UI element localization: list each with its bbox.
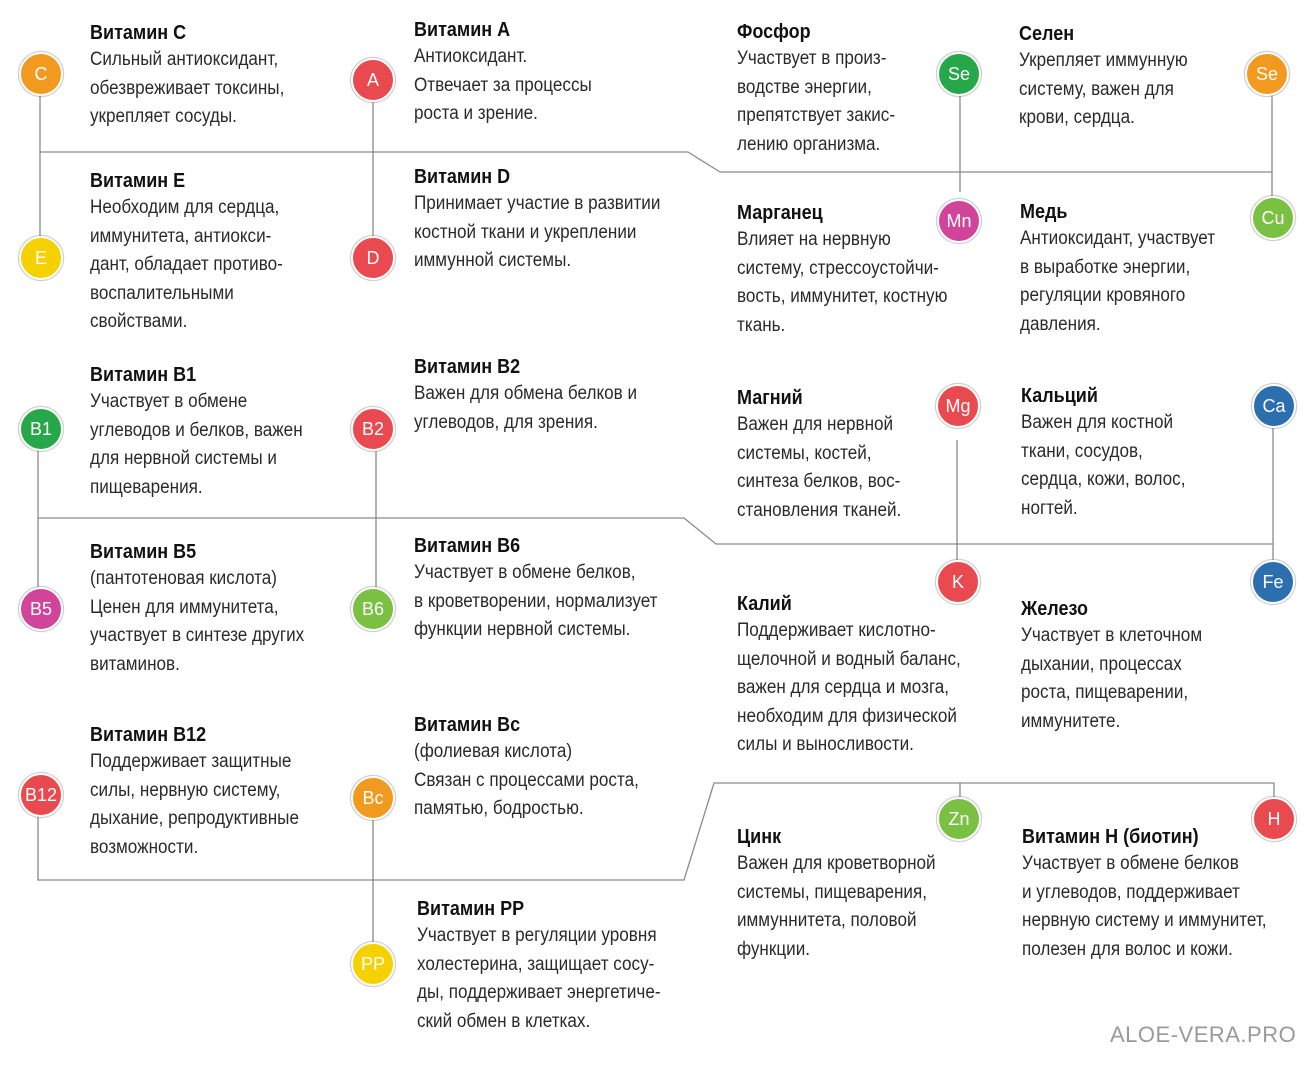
badge-a: A bbox=[351, 58, 395, 102]
entry-description: Важен для обмена белков и углеводов, для зрения. bbox=[414, 383, 638, 433]
badge-se-phosphorus: Se bbox=[937, 52, 981, 96]
entry-vitamin-h bbox=[1022, 825, 1316, 964]
entry-title: Марганец bbox=[737, 202, 823, 224]
entry-title: Кальций bbox=[1021, 385, 1098, 407]
entry-vitamin-d bbox=[414, 165, 734, 276]
entry-title: Витамин D bbox=[414, 166, 511, 188]
entry-description: Участвует в клеточном дыхании, процессах роста, пищеварении, иммунитете. bbox=[1021, 625, 1203, 732]
entry-title: Калий bbox=[737, 593, 792, 615]
entry-iron bbox=[1021, 597, 1301, 736]
entry-vitamin-bc bbox=[414, 713, 694, 824]
badge-h: H bbox=[1252, 797, 1296, 841]
entry-description: Важен для костной ткани, сосудов, сердца, кожи, волос, ногтей. bbox=[1021, 412, 1186, 519]
entry-zinc bbox=[737, 825, 1017, 964]
badge-b2: B2 bbox=[351, 407, 395, 451]
badge-b1: B1 bbox=[19, 407, 63, 451]
entry-description: (фолиевая кислота) Связан с процессами роста, памятью, бодростью. bbox=[414, 741, 639, 819]
entry-title: Витамин РР bbox=[417, 898, 525, 920]
entry-title: Витамин В5 bbox=[90, 541, 197, 563]
entry-description: (пантотеновая кислота) Ценен для иммунитета, участвует в синтезе других витаминов. bbox=[90, 568, 305, 675]
entry-description: Участвует в регуляции уровня холестерина, защищает сосу- ды, поддерживает энергетиче- ский обмен в клетках. bbox=[417, 925, 661, 1032]
badge-k: K bbox=[936, 560, 980, 604]
badge-cu: Cu bbox=[1251, 196, 1295, 240]
entry-title: Железо bbox=[1021, 598, 1088, 620]
entry-vitamin-b1 bbox=[90, 363, 370, 502]
entry-title: Фосфор bbox=[737, 21, 811, 43]
badge-pp: PP bbox=[351, 942, 395, 986]
entry-vitamin-c bbox=[90, 21, 370, 132]
entry-description: Участвует в произ- водстве энергии, препятствует закис- лению организма. bbox=[737, 48, 896, 155]
entry-description: Поддерживает защитные силы, нервную систему, дыхание, репродуктивные возможности. bbox=[90, 751, 299, 858]
entry-title: Магний bbox=[737, 387, 803, 409]
entry-title: Витамин В12 bbox=[90, 724, 207, 746]
entry-title: Витамин С bbox=[90, 22, 187, 44]
entry-potassium bbox=[737, 592, 1017, 760]
entry-title: Цинк bbox=[737, 826, 782, 848]
entry-description: Важен для кроветворной системы, пищеварения, иммуннитета, половой функции. bbox=[737, 853, 936, 960]
badge-mn: Mn bbox=[937, 199, 981, 243]
entry-description: Поддерживает кислотно- щелочной и водный баланс, важен для сердца и мозга, необходим для физической силы и выносливости. bbox=[737, 620, 961, 755]
entry-description: Необходим для сердца, иммунитета, антиокси- дант, обладает противо- воспалительными свойствами. bbox=[90, 197, 283, 332]
badge-c: C bbox=[19, 52, 63, 96]
entry-vitamin-a bbox=[414, 18, 694, 129]
entry-description: Важен для нервной системы, костей, синтеза белков, вос- становления тканей. bbox=[737, 414, 902, 521]
badge-b12: B12 bbox=[19, 773, 63, 817]
entry-vitamin-b12 bbox=[90, 723, 370, 862]
badge-bc: Bc bbox=[351, 776, 395, 820]
entry-description: Антиоксидант, участвует в выработке энергии, регуляции кровяного давления. bbox=[1020, 228, 1216, 335]
badge-e: E bbox=[19, 236, 63, 280]
badge-b6: B6 bbox=[351, 587, 395, 631]
entry-title: Витамин Е bbox=[90, 170, 186, 192]
entry-vitamin-pp bbox=[417, 897, 732, 1036]
badge-fe: Fe bbox=[1251, 560, 1295, 604]
badge-se-selenium: Se bbox=[1245, 52, 1289, 96]
entry-phosphorus bbox=[737, 20, 1017, 159]
entry-title: Медь bbox=[1020, 201, 1068, 223]
entry-title: Селен bbox=[1019, 23, 1075, 45]
badge-d: D bbox=[351, 236, 395, 280]
entry-title: Витамин Н (биотин) bbox=[1022, 826, 1199, 848]
entry-vitamin-b6 bbox=[414, 534, 734, 645]
badge-zn: Zn bbox=[937, 797, 981, 841]
badge-b5: B5 bbox=[19, 587, 63, 631]
entry-description: Влияет на нервную систему, стрессоустойчи- вость, иммунитет, костную ткань. bbox=[737, 229, 948, 336]
entry-description: Участвует в обмене углеводов и белков, важен для нервной системы и пищеварения. bbox=[90, 391, 303, 498]
entry-description: Укрепляет иммунную систему, важен для крови, сердца. bbox=[1019, 50, 1188, 128]
entry-title: Витамин В6 bbox=[414, 535, 521, 557]
entry-description: Антиоксидант. Отвечает за процессы роста и зрение. bbox=[414, 46, 592, 124]
badge-mg: Mg bbox=[936, 384, 980, 428]
entry-title: Витамин А bbox=[414, 19, 511, 41]
entry-description: Сильный антиоксидант, обезвреживает токсины, укрепляет сосуды. bbox=[90, 49, 285, 127]
badge-ca: Ca bbox=[1252, 384, 1296, 428]
entry-description: Принимает участие в развитии костной ткани и укреплении иммунной системы. bbox=[414, 193, 661, 271]
entry-title: Витамин Вс bbox=[414, 714, 521, 736]
entry-vitamin-e bbox=[90, 169, 370, 337]
entry-vitamin-b2 bbox=[414, 355, 694, 437]
entry-description: Участвует в обмене белков, в кроветворении, нормализует функции нервной системы. bbox=[414, 562, 658, 640]
entry-title: Витамин В1 bbox=[90, 364, 197, 386]
watermark: ALOE-VERA.PRO bbox=[1110, 1022, 1297, 1047]
entry-title: Витамин В2 bbox=[414, 356, 521, 378]
entry-vitamin-b5 bbox=[90, 540, 370, 679]
entry-description: Участвует в обмене белков и углеводов, поддерживает нервную систему и иммунитет, полезен для волос и кожи. bbox=[1022, 853, 1267, 960]
